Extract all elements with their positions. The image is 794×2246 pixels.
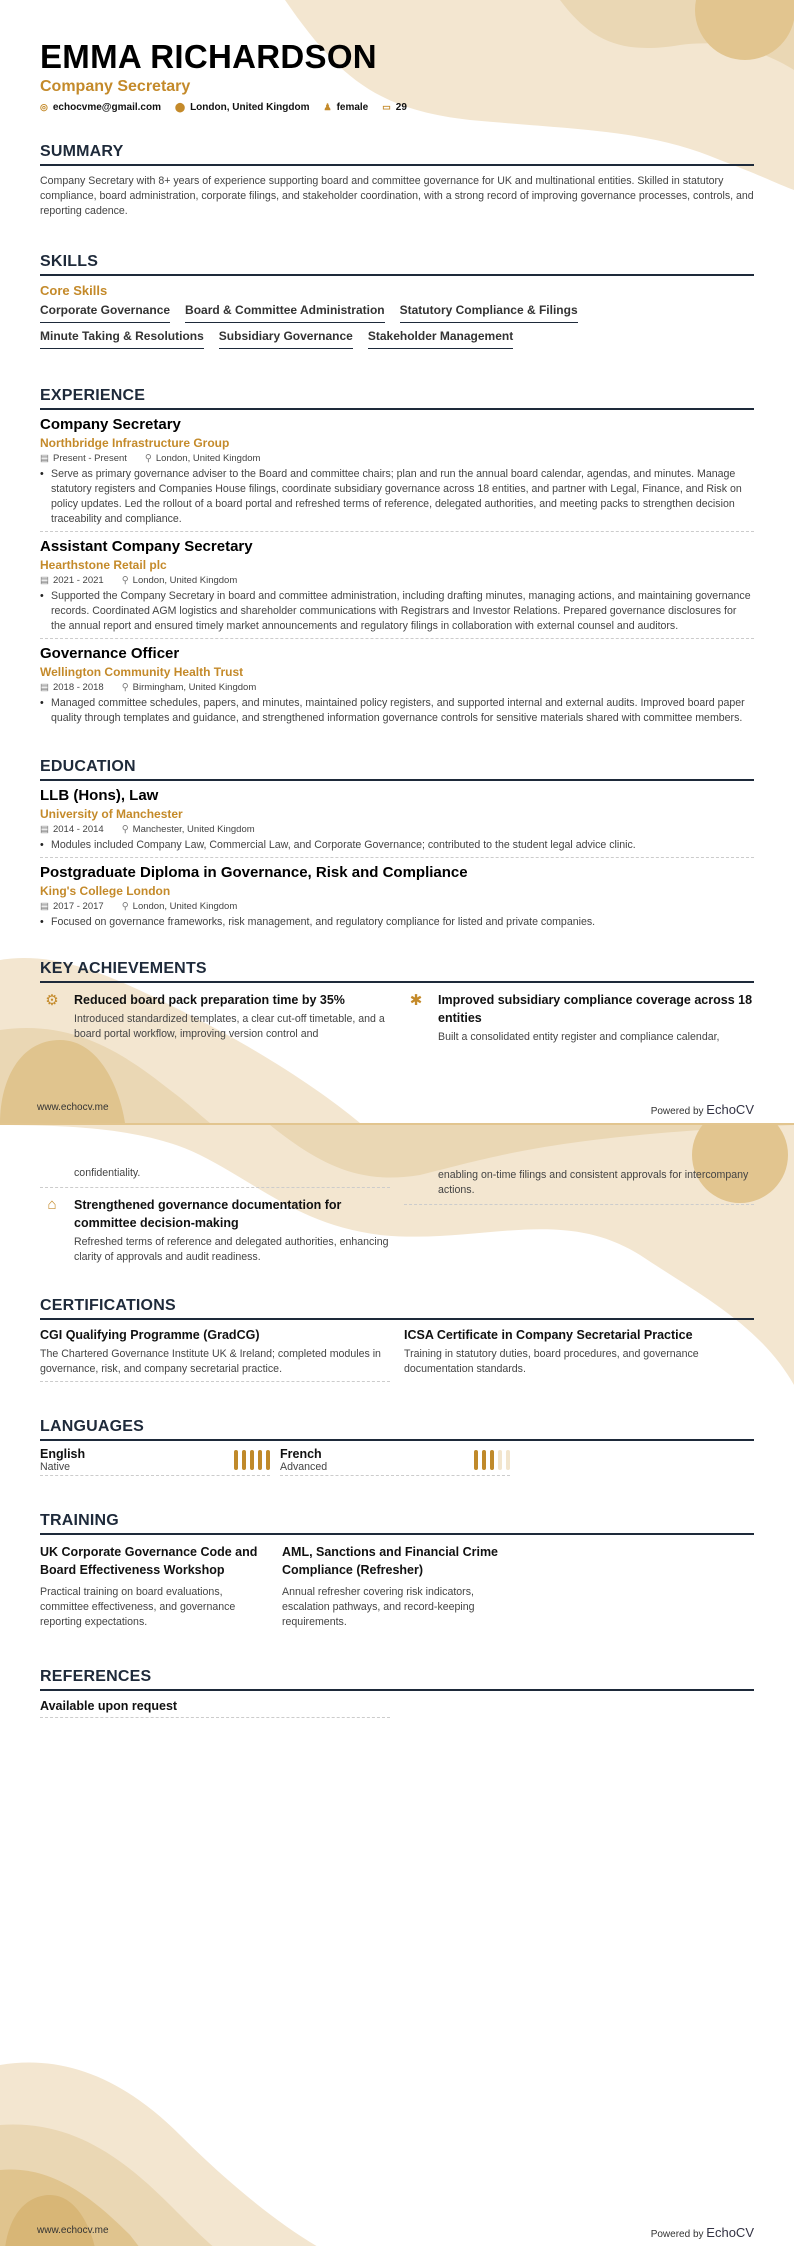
training-title: AML, Sanctions and Financial Crime Compliance (Refresher) — [282, 1545, 499, 1577]
store-icon: ⌂ — [47, 1196, 57, 1213]
school-name: University of Manchester — [40, 807, 183, 821]
contact-info — [40, 102, 754, 113]
achievement-desc: confidentiality. — [74, 1167, 141, 1179]
section-heading: TRAINING — [40, 1512, 754, 1535]
language-name: French — [280, 1447, 322, 1461]
cert-desc: Training in statutory duties, board procedures, and governance documentation standards. — [404, 1348, 699, 1375]
experience-section — [40, 387, 754, 730]
location-pin-icon: ⬤ — [174, 102, 186, 112]
contact-age: ▭ 29 — [382, 102, 407, 113]
calendar-icon: ▤ — [40, 453, 49, 464]
references-section — [40, 1668, 754, 1718]
location-pin-icon: ⚲ — [121, 575, 129, 586]
achievements-section — [40, 960, 754, 1051]
skill-tag: Corporate Governance — [40, 303, 170, 323]
calendar-icon: ▭ — [382, 102, 391, 112]
cert-desc: The Chartered Governance Institute UK & Ireland; completed modules in governance, risk, and company secretarial practice. — [40, 1348, 381, 1375]
position-title: Governance Officer — [40, 645, 180, 662]
degree: Postgraduate Diploma in Governance, Risk and Compliance — [40, 864, 468, 881]
section-heading: SKILLS — [40, 253, 754, 276]
achievement-title: Reduced board pack preparation time by 35% — [74, 993, 345, 1007]
summary-section — [40, 143, 754, 219]
section-heading: LANGUAGES — [40, 1418, 754, 1441]
skill-tag: Subsidiary Governance — [219, 329, 353, 349]
cert-title: ICSA Certificate in Company Secretarial Practice — [404, 1328, 693, 1342]
training-desc: Annual refresher covering risk indicators, escalation pathways, and record-keeping requirements. — [282, 1586, 475, 1628]
level-bar — [234, 1450, 238, 1470]
dates: 2017 - 2017 — [52, 901, 104, 912]
company-name: Hearthstone Retail plc — [40, 558, 167, 572]
location: Birmingham, United Kingdom — [132, 682, 257, 693]
email-icon: ◎ — [40, 102, 48, 112]
proficiency-bars — [474, 1450, 510, 1470]
candidate-name: EMMA RICHARDSON — [40, 38, 377, 75]
training-item — [282, 1543, 512, 1630]
calendar-icon: ▤ — [40, 682, 49, 693]
level-bar — [482, 1450, 486, 1470]
contact-location: ⬤ London, United Kingdom — [174, 102, 310, 113]
language-item — [280, 1441, 510, 1476]
language-level: Native — [40, 1461, 71, 1473]
education-item — [40, 858, 754, 934]
level-bar — [266, 1450, 270, 1470]
location: Manchester, United Kingdom — [132, 824, 255, 835]
training-title: UK Corporate Governance Code and Board Effectiveness Workshop — [40, 1545, 258, 1577]
skill-tag: Board & Committee Administration — [185, 303, 385, 323]
skill-group-title: Core Skills — [40, 283, 108, 298]
location-pin-icon: ⚲ — [144, 453, 152, 464]
achievement-item-continued — [404, 1155, 754, 1205]
bug-icon: ✱ — [409, 992, 423, 1009]
level-bar — [506, 1450, 510, 1470]
level-bar — [250, 1450, 254, 1470]
calendar-icon: ▤ — [40, 575, 49, 586]
achievement-item — [40, 983, 390, 1051]
language-name: English — [40, 1447, 86, 1461]
level-bar — [258, 1450, 262, 1470]
certification-item — [404, 1328, 754, 1382]
location-pin-icon: ⚲ — [121, 901, 129, 912]
section-heading: SUMMARY — [40, 143, 754, 166]
description-bullet: • Modules included Company Law, Commercial Law, and Corporate Governance; contributed to the student legal advice clinic. — [40, 838, 754, 853]
gear-icon: ⚙ — [45, 992, 59, 1009]
achievement-item — [404, 983, 754, 1051]
person-icon: ♟ — [323, 102, 332, 112]
company-name: Wellington Community Health Trust — [40, 665, 244, 679]
page-footer — [37, 1102, 754, 1117]
description-bullet: • Focused on governance frameworks, risk management, and regulatory compliance for listed and private companies. — [40, 915, 754, 930]
resume-page-2 — [0, 1123, 794, 2246]
experience-item — [40, 639, 754, 730]
languages-section — [40, 1418, 754, 1476]
training-section — [40, 1512, 754, 1630]
company-name: Northbridge Infrastructure Group — [40, 436, 230, 450]
dates: Present - Present — [52, 453, 127, 464]
achievement-item-continued — [40, 1155, 390, 1188]
description-bullet: • Serve as primary governance adviser to the Board and committee chairs; plan and run the annual board calendar, agendas, and minutes. Manage statutory registers and Companies House filings, coordinate subsidiary governance across 18 entities, and partner with Legal, Finance, and Risk on policy updates. Led the rollout of a board portal and refreshed terms of reference, delegated authorities, and meeting packs to strengthen decision traceability and compliance. — [40, 467, 754, 527]
location: London, United Kingdom — [155, 453, 261, 464]
description-bullet: • Supported the Company Secretary in board and committee administration, including drafting minutes, managing actions, and maintaining governance records. Coordinated AGM logistics and shareholder communications with Registrars and Investor Relations. Prepared governance disclosures for the annual report and ensured timely market announcements and regulatory filings in collaboration with external counsel and auditors. — [40, 589, 754, 634]
section-heading: REFERENCES — [40, 1668, 754, 1691]
description-bullet: • Managed committee schedules, papers, and minutes, maintained policy registers, and supported internal and external audits. Improved board paper quality through templates and guidance, and strengthened information governance controls for sensitive materials shared with committee members. — [40, 696, 754, 726]
training-item — [40, 1543, 270, 1630]
cert-title: CGI Qualifying Programme (GradCG) — [40, 1328, 260, 1342]
dates: 2014 - 2014 — [52, 824, 104, 835]
achievement-title: Improved subsidiary compliance coverage across 18 entities — [438, 993, 753, 1025]
section-heading: KEY ACHIEVEMENTS — [40, 960, 754, 983]
section-heading: EXPERIENCE — [40, 387, 754, 410]
degree: LLB (Hons), Law — [40, 787, 159, 804]
position-title: Company Secretary — [40, 416, 181, 433]
skill-tag: Statutory Compliance & Filings — [400, 303, 578, 323]
achievement-desc: enabling on-time filings and consistent approvals for intercompany actions. — [438, 1169, 749, 1196]
position-title: Assistant Company Secretary — [40, 538, 253, 555]
location-pin-icon: ⚲ — [121, 824, 129, 835]
level-bar — [242, 1450, 246, 1470]
education-item — [40, 781, 754, 858]
achievement-desc: Refreshed terms of reference and delegated authorities, enhancing clarity of approvals and audit readiness. — [74, 1236, 389, 1263]
school-name: King's College London — [40, 884, 171, 898]
website-link[interactable]: www.echocv.me — [37, 1102, 109, 1113]
calendar-icon: ▤ — [40, 824, 49, 835]
location-pin-icon: ⚲ — [121, 682, 129, 693]
experience-item — [40, 410, 754, 532]
skill-tag: Stakeholder Management — [368, 329, 513, 349]
powered-by: Powered by EchoCV — [650, 1102, 754, 1117]
language-level: Advanced — [280, 1461, 328, 1473]
website-link[interactable]: www.echocv.me — [37, 2225, 109, 2236]
certification-item — [40, 1328, 390, 1382]
level-bar — [490, 1450, 494, 1470]
dates: 2021 - 2021 — [52, 575, 104, 586]
brand-logo: EchoCV — [706, 2225, 754, 2240]
level-bar — [474, 1450, 478, 1470]
section-heading: CERTIFICATIONS — [40, 1297, 754, 1320]
powered-by: Powered by EchoCV — [650, 2225, 754, 2240]
education-section — [40, 758, 754, 934]
section-heading: EDUCATION — [40, 758, 754, 781]
location: London, United Kingdom — [132, 901, 238, 912]
calendar-icon: ▤ — [40, 901, 49, 912]
skills-section — [40, 253, 754, 349]
dates: 2018 - 2018 — [52, 682, 104, 693]
achievement-title: Strengthened governance documentation for committee decision-making — [74, 1198, 342, 1230]
training-desc: Practical training on board evaluations, committee effectiveness, and governance reporting expectations. — [40, 1586, 236, 1628]
page-footer — [37, 2225, 754, 2240]
experience-item — [40, 532, 754, 639]
achievement-item — [40, 1188, 390, 1271]
proficiency-bars — [234, 1450, 270, 1470]
contact-gender: ♟ female — [323, 102, 369, 113]
level-bar — [498, 1450, 502, 1470]
contact-email[interactable]: ◎ echocvme@gmail.com — [40, 102, 161, 113]
skill-tag: Minute Taking & Resolutions — [40, 329, 204, 349]
certifications-section — [40, 1297, 754, 1382]
summary-text: Company Secretary with 8+ years of experience supporting board and committee governance for UK and multinational entities. Skilled in statutory compliance, board administration, corporate filings, and stakeholder coordination, with a strong record of improving governance processes, controls, and reporting cadence. — [40, 175, 754, 217]
candidate-title: Company Secretary — [40, 78, 191, 95]
language-item — [40, 1441, 270, 1476]
achievement-desc: Introduced standardized templates, a clear cut-off timetable, and a board portal workflow, improving version control and — [74, 1013, 385, 1040]
skill-tags — [40, 303, 754, 349]
location: London, United Kingdom — [132, 575, 238, 586]
achievement-desc: Built a consolidated entity register and compliance calendar, — [438, 1031, 720, 1043]
references-text: Available upon request — [40, 1691, 390, 1718]
achievements-continued — [40, 1155, 754, 1271]
brand-logo: EchoCV — [706, 1102, 754, 1117]
